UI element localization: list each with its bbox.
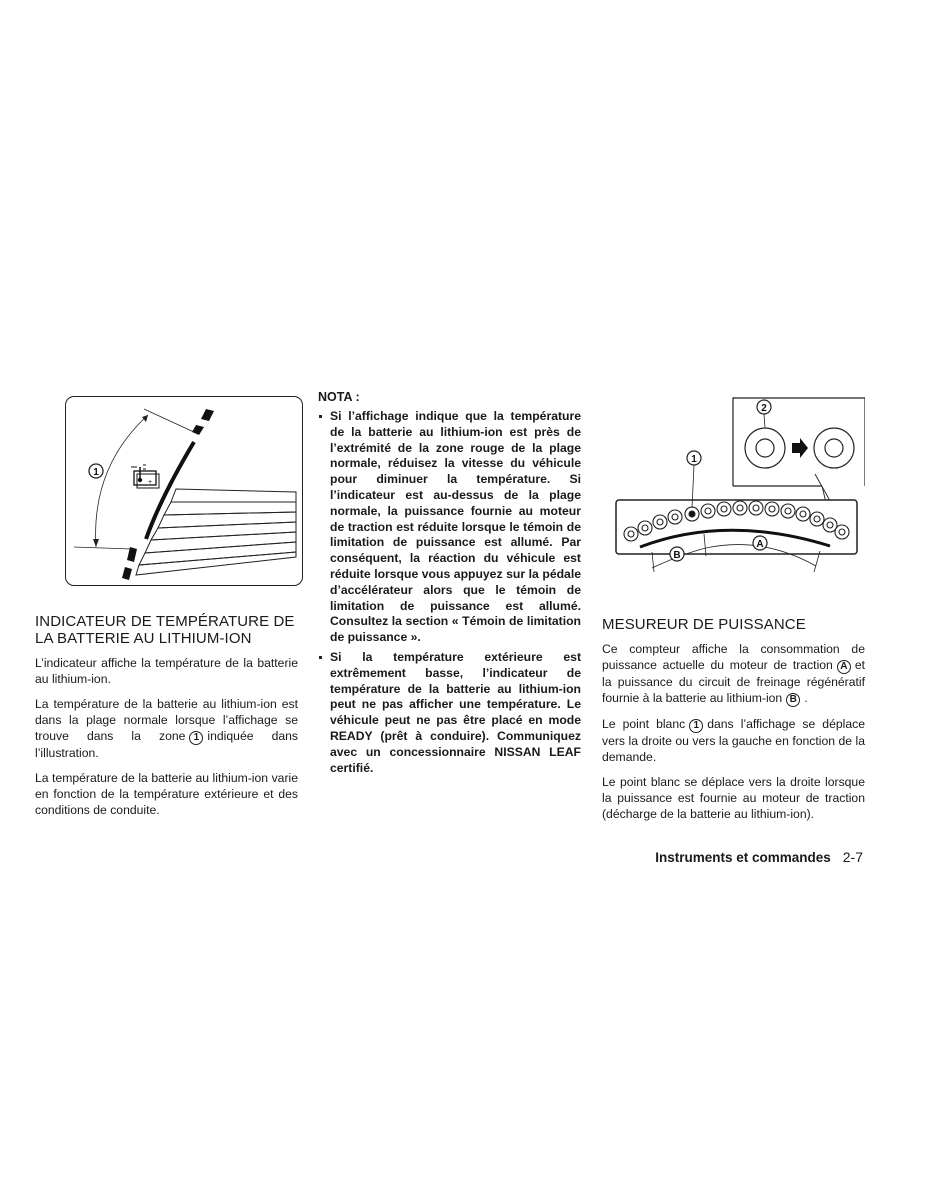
ref-circle-1: 1	[189, 731, 203, 745]
nota-item: Si l’affichage indique que la température de la batterie au lithium-ion est près de l’extrémité de la zone rouge de la plage normale, réduisez la vitesse du véhicule pour diminuer la température. Si l’indicateur est au-dessus de la plage normale, la puissance fournie au moteur de traction est réduite lorsque le témoin de limitation de puissance est allumé. Par conséquent, la réaction du véhicule est réduite lorsque vous appuyez sur la pédale d’accélérateur alors que le témoin de limitation de puissance est allumé. Consultez la section « Témoin de limitation de puissance ».	[318, 409, 581, 646]
battery-temp-paragraph-2-text-b: indiquée dans l’illustration.	[35, 729, 298, 760]
ref-circle-b: B	[786, 693, 800, 707]
power-meter-paragraph-2-text-b: dans l’affichage se déplace vers la droite ou vers la gauche en fonction de la demande.	[602, 717, 865, 764]
battery-temp-paragraph-2-text-a: La température de la batterie au lithium-ion est dans la plage normale lorsque l’affichage se trouve dans la zone	[35, 697, 298, 743]
battery-temp-paragraph-2	[35, 696, 298, 761]
battery-temperature-heading: INDICATEUR DE TEMPÉRATURE DE LA BATTERIE AU LITHIUM-ION	[35, 613, 295, 647]
battery-temp-paragraph-3: La température de la batterie au lithium-ion varie en fonction de la température extérieure et des conditions de conduite.	[35, 771, 298, 817]
callout-1-label-meter: 1	[691, 454, 697, 465]
label-b: B	[673, 550, 681, 561]
battery-temperature-illustration	[65, 396, 303, 586]
power-meter-paragraph-2-text-a: Le point blanc	[602, 717, 686, 731]
page-number: 2-7	[842, 849, 863, 865]
power-meter-paragraph-1-text-c: .	[804, 691, 808, 705]
power-meter-paragraph-1	[602, 641, 865, 707]
left-column	[35, 396, 298, 827]
callout-2-label: 2	[761, 403, 767, 414]
battery-gauge-drawing	[66, 397, 304, 587]
power-meter-paragraph-1-text-a: Ce compteur affiche la consommation de puissance actuelle du moteur de traction	[602, 642, 865, 672]
ref-circle-a: A	[837, 660, 851, 674]
svg-text:+: +	[148, 479, 153, 486]
power-meter-drawing	[602, 396, 865, 596]
power-meter-paragraph-3: Le point blanc se déplace vers la droite lorsque la puissance est fournie au moteur de traction (décharge de la batterie au lithium-ion).	[602, 775, 865, 821]
middle-column	[318, 390, 581, 780]
ref-circle-1-right: 1	[689, 719, 703, 733]
nota-list	[318, 409, 581, 776]
battery-temperature-icon	[131, 465, 159, 488]
power-meter-paragraph-1-text-b: et la puissance du circuit de freinage régénératif fournie à la batterie au lithium-ion	[602, 658, 865, 705]
page-footer	[655, 849, 863, 865]
battery-temp-paragraph-1: L’indicateur affiche la température de la batterie au lithium-ion.	[35, 656, 298, 686]
nota-title: NOTA :	[318, 390, 360, 404]
power-meter-paragraph-2	[602, 716, 865, 765]
power-meter-heading: MESUREUR DE PUISSANCE	[602, 616, 806, 633]
callout-1-label: 1	[93, 467, 99, 478]
footer-section-title: Instruments et commandes	[655, 850, 831, 865]
nota-item: Si la température extérieure est extrêmement basse, l’indicateur de température de la batterie au lithium-ion peut ne pas afficher une température. Le véhicule peut ne pas être placé en mode READY (prêt à conduire). Communiquez avec un concessionnaire NISSAN LEAF certifié.	[318, 650, 581, 776]
power-meter-illustration	[602, 396, 865, 596]
label-a: A	[756, 539, 764, 550]
right-column	[602, 396, 865, 831]
